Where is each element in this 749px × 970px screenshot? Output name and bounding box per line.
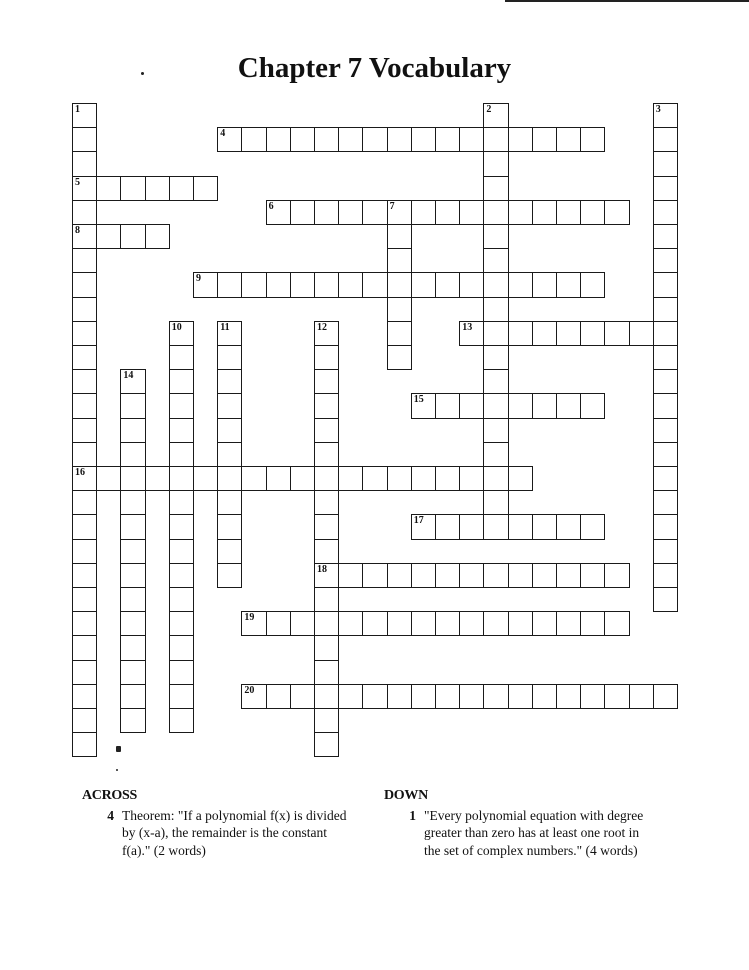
crossword-cell[interactable]: [72, 369, 97, 394]
across-clues: [82, 787, 362, 859]
crossword-cell[interactable]: [217, 321, 242, 346]
crossword-cell[interactable]: [653, 127, 678, 152]
crossword-cell[interactable]: [314, 635, 339, 660]
crossword-cell[interactable]: [580, 611, 605, 636]
crossword-cell[interactable]: [72, 151, 97, 176]
crossword-cell[interactable]: [314, 393, 339, 418]
crossword-cell[interactable]: [169, 176, 194, 201]
crossword-cell[interactable]: [604, 684, 629, 709]
crossword-cell[interactable]: [653, 393, 678, 418]
crossword-cell[interactable]: [72, 127, 97, 152]
crossword-cell[interactable]: [120, 708, 145, 733]
crossword-cell[interactable]: [72, 466, 97, 491]
crossword-cell[interactable]: [290, 200, 315, 225]
crossword-cell[interactable]: [629, 321, 654, 346]
crossword-cell[interactable]: [72, 248, 97, 273]
crossword-cell[interactable]: [72, 176, 97, 201]
crossword-cell[interactable]: [193, 176, 218, 201]
clue-number-label: 3: [655, 104, 661, 115]
crossword-cell[interactable]: [169, 660, 194, 685]
crossword-cell[interactable]: [241, 272, 266, 297]
crossword-cell[interactable]: [411, 514, 436, 539]
crossword-cell[interactable]: [314, 418, 339, 443]
crossword-cell[interactable]: [604, 611, 629, 636]
crossword-cell[interactable]: [290, 466, 315, 491]
crossword-cell[interactable]: [217, 418, 242, 443]
crossword-cell[interactable]: [435, 272, 460, 297]
crossword-cell[interactable]: [241, 127, 266, 152]
crossword-cell[interactable]: [483, 369, 508, 394]
crossword-cell[interactable]: [120, 393, 145, 418]
crossword-cell[interactable]: [532, 321, 557, 346]
crossword-cell[interactable]: [653, 176, 678, 201]
crossword-cell[interactable]: [314, 127, 339, 152]
crossword-cell[interactable]: [169, 466, 194, 491]
crossword-cell[interactable]: [387, 272, 412, 297]
crossword-cell[interactable]: [580, 321, 605, 346]
crossword-cell[interactable]: [72, 514, 97, 539]
crossword-cell[interactable]: [169, 635, 194, 660]
clue-number-label: 19: [244, 612, 255, 624]
crossword-cell[interactable]: [120, 684, 145, 709]
crossword-cell[interactable]: [435, 684, 460, 709]
crossword-cell[interactable]: [483, 103, 508, 128]
crossword-cell[interactable]: [532, 272, 557, 297]
crossword-cell[interactable]: [508, 563, 533, 588]
crossword-cell[interactable]: [72, 224, 97, 249]
crossword-cell[interactable]: [459, 684, 484, 709]
clue-number: 1: [409, 807, 416, 823]
crossword-cell[interactable]: [411, 684, 436, 709]
crossword-cell[interactable]: [266, 200, 291, 225]
crossword-cell[interactable]: [120, 539, 145, 564]
crossword-cell[interactable]: [169, 539, 194, 564]
crossword-cell[interactable]: [508, 466, 533, 491]
crossword-cell[interactable]: [580, 514, 605, 539]
crossword-cell[interactable]: [266, 684, 291, 709]
crossword-cell[interactable]: [338, 563, 363, 588]
crossword-cell[interactable]: [556, 127, 581, 152]
crossword-cell[interactable]: [483, 684, 508, 709]
clue-number-label: 7: [389, 200, 395, 212]
crossword-cell[interactable]: [338, 272, 363, 297]
clue-number-label: 20: [244, 684, 255, 696]
crossword-cell[interactable]: [266, 611, 291, 636]
crossword-cell[interactable]: [362, 127, 387, 152]
clue-number-label: 4: [220, 128, 226, 140]
crossword-cell[interactable]: [314, 272, 339, 297]
crossword-cell[interactable]: [96, 176, 121, 201]
crossword-cell[interactable]: [435, 127, 460, 152]
crossword-cell[interactable]: [338, 611, 363, 636]
crossword-cell[interactable]: [556, 200, 581, 225]
crossword-cell[interactable]: [217, 563, 242, 588]
crossword-cell[interactable]: [217, 442, 242, 467]
crossword-cell[interactable]: [653, 369, 678, 394]
page-title: Chapter 7 Vocabulary: [237, 52, 512, 84]
crossword-cell[interactable]: [314, 587, 339, 612]
crossword-cell[interactable]: [169, 587, 194, 612]
crossword-cell[interactable]: [362, 611, 387, 636]
crossword-cell[interactable]: [483, 393, 508, 418]
crossword-cell[interactable]: [314, 321, 339, 346]
crossword-cell[interactable]: [314, 345, 339, 370]
crossword-cell[interactable]: [411, 127, 436, 152]
crossword-cell[interactable]: [217, 393, 242, 418]
crossword-cell[interactable]: [72, 442, 97, 467]
crossword-cell[interactable]: [314, 563, 339, 588]
clue-text: Theorem: "If a polynomial f(x) is divided by (x-a), the remainder is the constant f(a)." (2 words): [122, 807, 347, 858]
crossword-cell[interactable]: [653, 684, 678, 709]
crossword-cell[interactable]: [653, 539, 678, 564]
crossword-cell[interactable]: [459, 611, 484, 636]
crossword-cell[interactable]: [72, 272, 97, 297]
crossword-cell[interactable]: [96, 224, 121, 249]
crossword-cell[interactable]: [653, 297, 678, 322]
clue-number-label: 16: [75, 467, 85, 478]
crossword-cell[interactable]: [483, 490, 508, 515]
crossword-cell[interactable]: [387, 684, 412, 709]
crossword-cell[interactable]: [314, 660, 339, 685]
crossword-cell[interactable]: [72, 393, 97, 418]
crossword-cell[interactable]: [338, 684, 363, 709]
crossword-cell[interactable]: [508, 393, 533, 418]
crossword-cell[interactable]: [387, 563, 412, 588]
crossword-cell[interactable]: [193, 272, 218, 297]
crossword-cell[interactable]: [387, 200, 412, 225]
crossword-cell[interactable]: [556, 514, 581, 539]
crossword-cell[interactable]: [314, 200, 339, 225]
crossword-cell[interactable]: [653, 587, 678, 612]
crossword-cell[interactable]: [411, 611, 436, 636]
crossword-cell[interactable]: [411, 272, 436, 297]
clue-number-label: 13: [462, 321, 473, 333]
clue-number-label: 15: [413, 394, 424, 406]
crossword-cell[interactable]: [72, 103, 97, 128]
crossword-cell[interactable]: [483, 248, 508, 273]
crossword-cell[interactable]: [508, 200, 533, 225]
crossword-cell[interactable]: [314, 442, 339, 467]
crossword-cell[interactable]: [508, 514, 533, 539]
across-heading: ACROSS: [82, 788, 137, 803]
crossword-cell[interactable]: [483, 200, 508, 225]
crossword-cell[interactable]: [72, 539, 97, 564]
crossword-cell[interactable]: [314, 514, 339, 539]
clue-number-label: 1: [75, 104, 80, 115]
crossword-cell[interactable]: [120, 660, 145, 685]
crossword-cell[interactable]: [314, 684, 339, 709]
crossword-cell[interactable]: [459, 200, 484, 225]
crossword-cell[interactable]: [362, 272, 387, 297]
crossword-cell[interactable]: [338, 200, 363, 225]
crossword-cell[interactable]: [241, 466, 266, 491]
crossword-cell[interactable]: [483, 272, 508, 297]
crossword-cell[interactable]: [580, 272, 605, 297]
down-clues: [384, 787, 664, 859]
clue-number-label: 14: [123, 370, 134, 382]
crossword-cell[interactable]: [290, 611, 315, 636]
crossword-cell[interactable]: [556, 321, 581, 346]
crossword-cell[interactable]: [580, 200, 605, 225]
crossword-cell[interactable]: [653, 442, 678, 467]
crossword-cell[interactable]: [72, 635, 97, 660]
crossword-cell[interactable]: [580, 563, 605, 588]
crossword-cell[interactable]: [314, 490, 339, 515]
clue-number-label: 5: [75, 176, 80, 188]
crossword-cell[interactable]: [459, 393, 484, 418]
crossword-cell[interactable]: [532, 393, 557, 418]
crossword-cell[interactable]: [145, 466, 170, 491]
crossword-cell[interactable]: [169, 321, 194, 346]
crossword-cell[interactable]: [169, 393, 194, 418]
crossword-cell[interactable]: [72, 732, 97, 757]
crossword-cell[interactable]: [508, 321, 533, 346]
crossword-cell[interactable]: [266, 127, 291, 152]
crossword-cell[interactable]: [362, 684, 387, 709]
crossword-cell[interactable]: [459, 466, 484, 491]
crossword-cell[interactable]: [169, 563, 194, 588]
crossword-cell[interactable]: [120, 442, 145, 467]
crossword-cell[interactable]: [169, 345, 194, 370]
crossword-cell[interactable]: [72, 200, 97, 225]
crossword-cell[interactable]: [120, 369, 145, 394]
crossword-cell[interactable]: [629, 684, 654, 709]
crossword-cell[interactable]: [72, 345, 97, 370]
crossword-cell[interactable]: [483, 442, 508, 467]
crossword-cell[interactable]: [72, 611, 97, 636]
crossword-cell[interactable]: [387, 248, 412, 273]
crossword-cell[interactable]: [483, 611, 508, 636]
clue-number-label: 17: [413, 515, 424, 527]
crossword-cell[interactable]: [72, 587, 97, 612]
crossword-cell[interactable]: [314, 369, 339, 394]
crossword-cell[interactable]: [653, 418, 678, 443]
crossword-cell[interactable]: [217, 369, 242, 394]
crossword-cell[interactable]: [338, 127, 363, 152]
crossword-cell[interactable]: [338, 466, 363, 491]
crossword-cell[interactable]: [120, 635, 145, 660]
crossword-cell[interactable]: [241, 684, 266, 709]
crossword-cell[interactable]: [387, 611, 412, 636]
crossword-cell[interactable]: [532, 563, 557, 588]
crossword-cell[interactable]: [653, 514, 678, 539]
crossword-cell[interactable]: [169, 442, 194, 467]
crossword-cell[interactable]: [532, 514, 557, 539]
crossword-cell[interactable]: [120, 418, 145, 443]
crossword-cell[interactable]: [120, 224, 145, 249]
crossword-cell[interactable]: [145, 176, 170, 201]
crossword-cell[interactable]: [459, 321, 484, 346]
crossword-cell[interactable]: [217, 127, 242, 152]
crossword-cell[interactable]: [459, 563, 484, 588]
crossword-cell[interactable]: [483, 297, 508, 322]
crossword-cell[interactable]: [387, 127, 412, 152]
crossword-cell[interactable]: [387, 321, 412, 346]
crossword-cell[interactable]: [217, 539, 242, 564]
crossword-cell[interactable]: [653, 563, 678, 588]
crossword-cell[interactable]: [290, 272, 315, 297]
crossword-cell[interactable]: [96, 466, 121, 491]
crossword-cell[interactable]: [653, 151, 678, 176]
crossword-cell[interactable]: [411, 200, 436, 225]
clue-number-label: 12: [317, 321, 327, 333]
crossword-cell[interactable]: [435, 200, 460, 225]
crossword-cell[interactable]: [653, 490, 678, 515]
crossword-cell[interactable]: [217, 345, 242, 370]
crossword-cell[interactable]: [653, 466, 678, 491]
crossword-cell[interactable]: [169, 611, 194, 636]
crossword-cell[interactable]: [556, 272, 581, 297]
crossword-cell[interactable]: [314, 708, 339, 733]
crossword-cell[interactable]: [362, 563, 387, 588]
crossword-cell[interactable]: [217, 490, 242, 515]
crossword-cell[interactable]: [483, 321, 508, 346]
crossword-cell[interactable]: [120, 611, 145, 636]
clue-number-label: 2: [486, 104, 492, 115]
crossword-cell[interactable]: [217, 514, 242, 539]
crossword-cell[interactable]: [193, 466, 218, 491]
crossword-cell[interactable]: [556, 684, 581, 709]
crossword-cell[interactable]: [72, 563, 97, 588]
crossword-cell[interactable]: [604, 321, 629, 346]
crossword-cell[interactable]: [483, 176, 508, 201]
crossword-cell[interactable]: [459, 127, 484, 152]
crossword-cell[interactable]: [169, 418, 194, 443]
crossword-cell[interactable]: [483, 418, 508, 443]
crossword-cell[interactable]: [145, 224, 170, 249]
crossword-cell[interactable]: [483, 127, 508, 152]
crossword-cell[interactable]: [120, 514, 145, 539]
crossword-cell[interactable]: [604, 200, 629, 225]
crossword-cell[interactable]: [387, 224, 412, 249]
crossword-cell[interactable]: [653, 345, 678, 370]
crossword-cell[interactable]: [290, 684, 315, 709]
crossword-cell[interactable]: [72, 490, 97, 515]
clue-number-label: 6: [268, 200, 274, 212]
crossword-cell[interactable]: [314, 611, 339, 636]
crossword-cell[interactable]: [508, 272, 533, 297]
crossword-cell[interactable]: [580, 393, 605, 418]
crossword-cell[interactable]: [483, 563, 508, 588]
crossword-cell[interactable]: [653, 272, 678, 297]
crossword-cell[interactable]: [72, 708, 97, 733]
crossword-cell[interactable]: [411, 466, 436, 491]
crossword-cell[interactable]: [266, 466, 291, 491]
crossword-cell[interactable]: [387, 466, 412, 491]
crossword-cell[interactable]: [241, 611, 266, 636]
crossword-cell[interactable]: [653, 224, 678, 249]
crossword-cell[interactable]: [411, 563, 436, 588]
crossword-cell[interactable]: [120, 587, 145, 612]
crossword-cell[interactable]: [290, 127, 315, 152]
crossword-cell[interactable]: [483, 466, 508, 491]
crossword-cell[interactable]: [580, 684, 605, 709]
crossword-cell[interactable]: [653, 103, 678, 128]
crossword-cell[interactable]: [435, 466, 460, 491]
clue-number-label: 18: [317, 563, 327, 575]
clue-number-label: 11: [220, 321, 230, 333]
clue-number-label: 8: [75, 225, 80, 236]
clue-across-4: [82, 807, 362, 860]
crossword-cell[interactable]: [653, 321, 678, 346]
crossword-cell[interactable]: [532, 127, 557, 152]
crossword-cell[interactable]: [72, 321, 97, 346]
clue-number: 4: [107, 807, 114, 823]
clue-text: "Every polynomial equation with degree greater than zero has at least one root in the set of complex numbers." (4 words): [424, 807, 644, 858]
crossword-cell[interactable]: [314, 732, 339, 757]
crossword-cell[interactable]: [120, 490, 145, 515]
crossword-cell[interactable]: [556, 393, 581, 418]
crossword-cell[interactable]: [120, 563, 145, 588]
crossword-cell[interactable]: [387, 297, 412, 322]
crossword-cell[interactable]: [169, 514, 194, 539]
crossword-cell[interactable]: [532, 200, 557, 225]
crossword-cell[interactable]: [120, 176, 145, 201]
crossword-cell[interactable]: [483, 345, 508, 370]
crossword-cell[interactable]: [483, 151, 508, 176]
crossword-cell[interactable]: [314, 539, 339, 564]
crossword-cell[interactable]: [217, 466, 242, 491]
crossword-cell[interactable]: [459, 514, 484, 539]
crossword-cell[interactable]: [532, 611, 557, 636]
crossword-cell[interactable]: [508, 127, 533, 152]
crossword-cell[interactable]: [362, 200, 387, 225]
crossword-cell[interactable]: [314, 466, 339, 491]
crossword-cell[interactable]: [556, 563, 581, 588]
crossword-cell[interactable]: [459, 272, 484, 297]
crossword-cell[interactable]: [580, 127, 605, 152]
crossword-cell[interactable]: [72, 660, 97, 685]
crossword-cell[interactable]: [120, 466, 145, 491]
crossword-cell[interactable]: [435, 393, 460, 418]
crossword-cell[interactable]: [72, 418, 97, 443]
crossword-cell[interactable]: [435, 514, 460, 539]
crossword-cell[interactable]: [387, 345, 412, 370]
crossword-cell[interactable]: [483, 514, 508, 539]
crossword-cell[interactable]: [508, 611, 533, 636]
crossword-cell[interactable]: [435, 611, 460, 636]
crossword-cell[interactable]: [604, 563, 629, 588]
crossword-cell[interactable]: [532, 684, 557, 709]
crossword-cell[interactable]: [483, 224, 508, 249]
crossword-cell[interactable]: [653, 248, 678, 273]
clue-number-label: 9: [196, 273, 201, 285]
crossword-cell[interactable]: [169, 684, 194, 709]
clue-number-label: 10: [171, 321, 182, 333]
crossword-cell[interactable]: [169, 369, 194, 394]
crossword-cell[interactable]: [411, 393, 436, 418]
crossword-cell[interactable]: [266, 272, 291, 297]
crossword-cell[interactable]: [508, 684, 533, 709]
crossword-cell[interactable]: [556, 611, 581, 636]
clue-down-1: [384, 807, 664, 860]
down-heading: DOWN: [384, 788, 428, 803]
crossword-cell[interactable]: [435, 563, 460, 588]
crossword-cell[interactable]: [362, 466, 387, 491]
crossword-cell[interactable]: [653, 200, 678, 225]
crossword-cell[interactable]: [169, 490, 194, 515]
crossword-cell[interactable]: [217, 272, 242, 297]
crossword-cell[interactable]: [169, 708, 194, 733]
crossword-cell[interactable]: [72, 684, 97, 709]
crossword-cell[interactable]: [72, 297, 97, 322]
